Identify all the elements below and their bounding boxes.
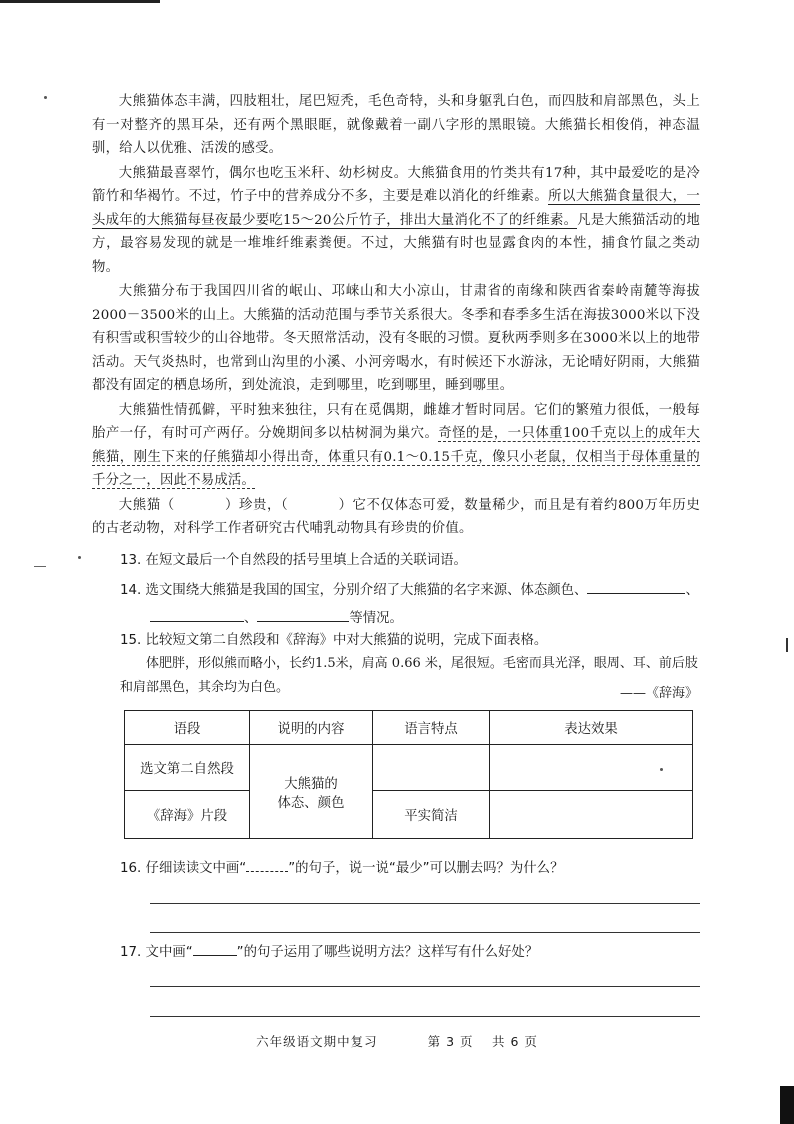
scan-mark xyxy=(34,566,46,567)
table-header: 表达效果 xyxy=(490,711,693,745)
scan-edge-line xyxy=(0,0,160,3)
page-footer xyxy=(0,1032,794,1050)
table-cell: 平实简洁 xyxy=(373,791,490,839)
scan-speck xyxy=(78,556,81,559)
paragraph-3: 大熊猫分布于我国四川省的岷山、邛崃山和大小凉山，甘肃省的南缘和陕西省秦岭南麓等海拔2000－3500米的山上。大熊猫的活动范围与季节关系很大。冬季和春季多生活在海拔3000米以下没有积雪或积雪较少的山谷地带。冬天照常活动，没有冬眠的习惯。夏秋两季则多在3000米以上的地带活动。天气炎热时，也常到山沟里的小溪、小河旁喝水，有时候还下水游泳，无论晴好阴雨，大熊猫都没有固定的栖息场所，到处流浪，走到哪里，吃到哪里，睡到哪里。 xyxy=(92,284,700,393)
paragraph-1: 大熊猫体态丰满，四肢粗壮，尾巴短秃，毛色奇特，头和身躯乳白色，而四肢和肩部黑色，头上有一对整齐的黑耳朵，还有两个黑眼眶，就像戴着一副八字形的黑眼镜。大熊猫长相俊俏，神态温驯，给人以优雅、活泼的感受。 xyxy=(92,94,700,156)
table-header: 语言特点 xyxy=(373,711,490,745)
table-cell-empty[interactable] xyxy=(373,745,490,791)
answer-line[interactable] xyxy=(150,903,700,904)
table-cell-content: 大熊猫的 体态、颜色 xyxy=(250,745,373,839)
dashed-mark xyxy=(246,859,288,872)
table-cell-empty[interactable] xyxy=(490,791,693,839)
paragraph-2: 大熊猫最喜翠竹，偶尔也吃玉米秆、幼杉树皮。大熊猫食用的竹类共有17种，其中最爱吃的是冷箭竹和华褐竹。不过，竹子中的营养成分不多，主要是难以消化的纤维素。所以大熊猫食量很大，一头成年的大熊猫每昼夜最少要吃15～20公斤竹子，排出大量消化不了的纤维素。凡是大熊猫活动的地方，最容易发现的就是一堆堆纤维素粪便。不过，大熊猫有时也显露食肉的本性，捕食竹鼠之类动物。 xyxy=(92,165,700,275)
paragraph-5: 大熊猫（ ）珍贵，（ ）它不仅体态可爱，数量稀少，而且是有着约800万年历史的古老动物，对科学工作者研究古代哺乳动物具有珍贵的价值。 xyxy=(92,497,700,536)
question-15: 15. 比较短文第二自然段和《辞海》中对大熊猫的说明，完成下面表格。 xyxy=(120,633,548,648)
question-17: 17. 文中画“ ”的句子运用了哪些说明方法？这样写有什么好处？ xyxy=(120,945,539,960)
table-cell: 选文第二自然段 xyxy=(125,745,250,791)
underlined-sentence-dashed: 奇怪的是，一只体重100千克以上的成年大熊猫，刚生下来的仔熊猫却小得出奇，体重只有0.1～0.15千克，像只小老鼠，仅相当于母体重量的千分之一，因此不易成活。 xyxy=(92,426,701,488)
answer-line[interactable] xyxy=(150,986,700,987)
footer-course: 六年级语文期中复习 xyxy=(256,1034,378,1049)
table-header: 语段 xyxy=(125,711,250,745)
paragraph-4: 大熊猫性情孤僻，平时独来独往，只有在觅偶期，雌雄才暂时同居。它们的繁殖力很低，一般每胎产一仔，有时可产两仔。分娩期间多以枯树洞为巢穴。奇怪的是，一只体重100千克以上的成年大熊猫，刚生下来的仔熊猫却小得出奇，体重只有0.1～0.15千克，像只小老鼠，仅相当于母体重量的千分之一，因此不易成活。 xyxy=(92,402,701,488)
scan-speck xyxy=(44,96,47,99)
answer-blank[interactable] xyxy=(587,581,685,594)
question-14-cont: 、 等情况。 xyxy=(150,608,403,630)
underlined-sentence-solid: 所以大熊猫食量很大，一头成年的大熊猫每昼夜最少要吃15～20公斤竹子，排出大量消化不了的纤维素。 xyxy=(92,189,700,228)
table-cell-empty[interactable] xyxy=(490,745,693,791)
table-header: 说明的内容 xyxy=(250,711,373,745)
comparison-table xyxy=(124,710,693,839)
answer-line[interactable] xyxy=(150,1016,700,1017)
cihai-quote: 体肥胖，形似熊而略小，长约1.5米，肩高 0.66 米，尾很短。毛密而具光泽，眼周、耳、前后肢和肩部黑色，其余均为白色。 xyxy=(120,656,698,695)
cihai-source: ——《辞海》 xyxy=(620,686,699,701)
table-cell: 《辞海》片段 xyxy=(125,791,250,839)
answer-line[interactable] xyxy=(150,932,700,933)
scan-mark xyxy=(786,638,788,652)
question-14: 14. 选文围绕大熊猫是我国的国宝，分别介绍了大熊猫的名字来源、体态颜色、 、 xyxy=(120,583,699,598)
reading-passage xyxy=(92,90,700,542)
footer-page: 第 3 页 共 6 页 xyxy=(427,1034,538,1049)
question-16: 16. 仔细读读文中画“ ”的句子，说一说“最少”可以删去吗？为什么？ xyxy=(120,861,564,876)
question-13: 13. 在短文最后一个自然段的括号里填上合适的关联词语。 xyxy=(120,553,467,568)
answer-blank[interactable] xyxy=(257,609,349,622)
answer-blank[interactable] xyxy=(150,609,244,622)
scan-edge-bar xyxy=(780,1086,794,1124)
solid-mark xyxy=(193,943,237,956)
